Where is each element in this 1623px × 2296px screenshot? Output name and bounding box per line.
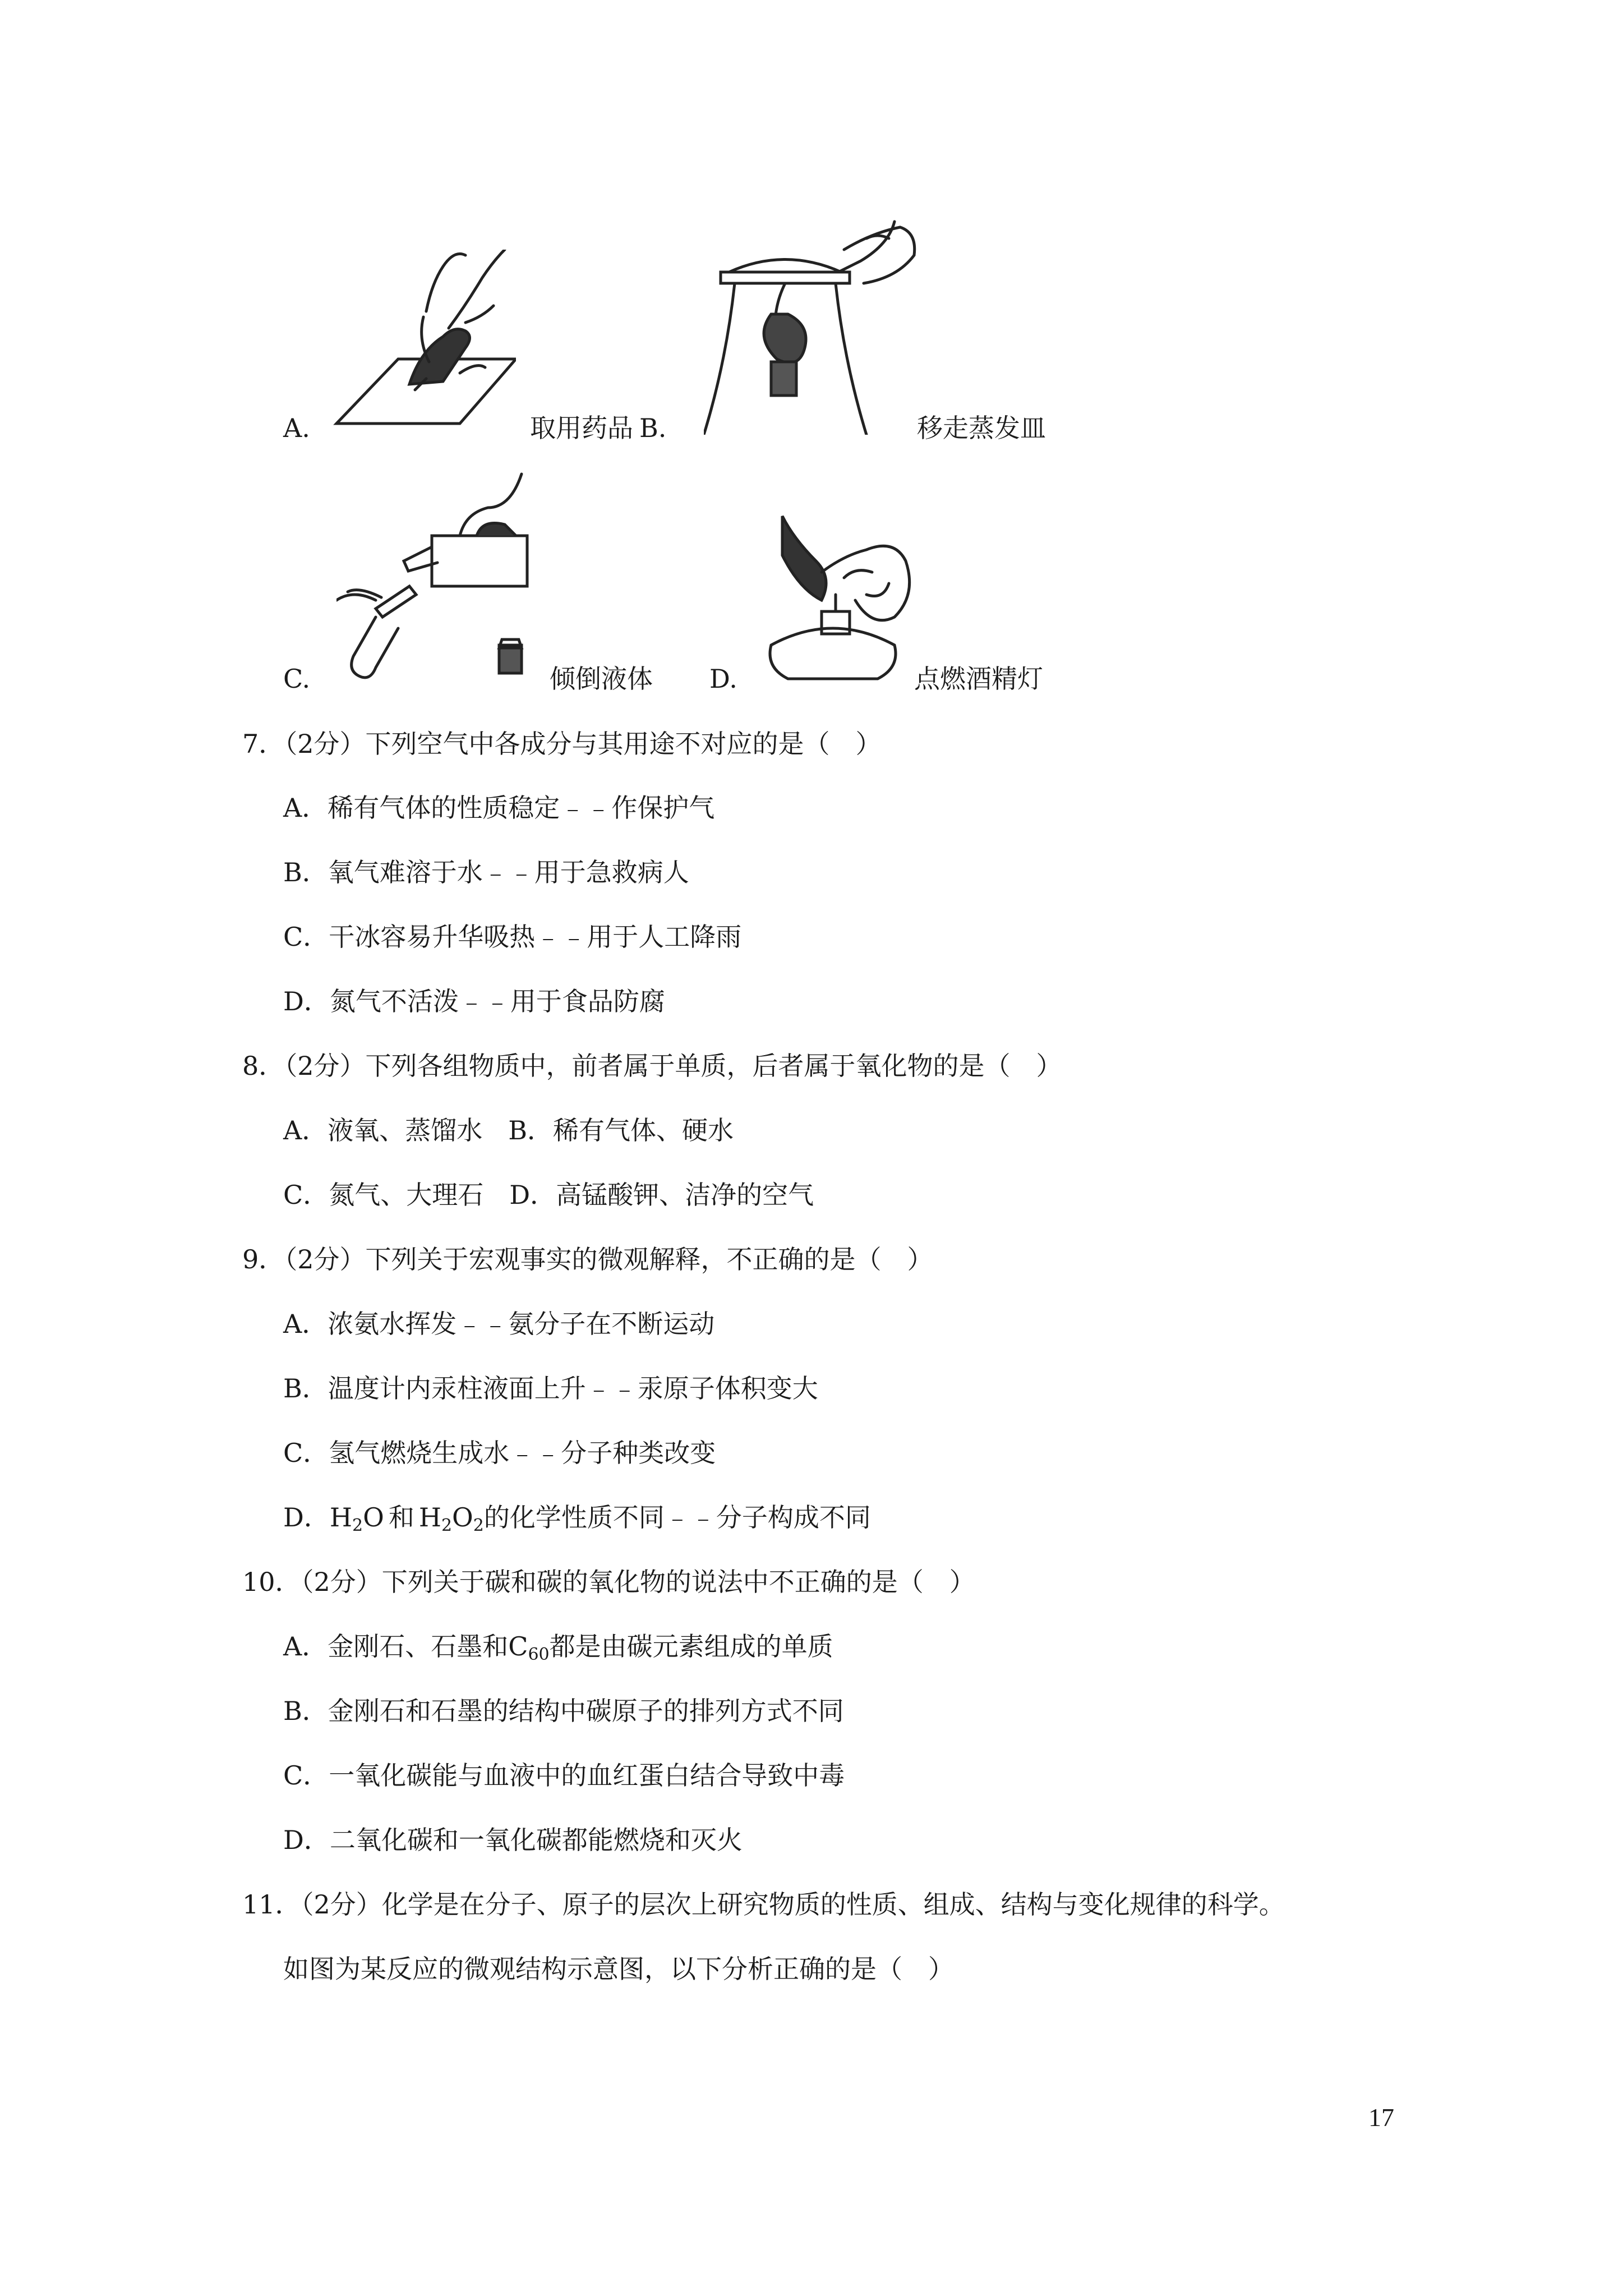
option-a-caption: 取用药品 xyxy=(530,413,633,443)
question-7-stem: 7．（2分）下列空气中各成分与其用途不对应的是（ ） xyxy=(242,729,882,759)
page-number: 17 xyxy=(1368,2103,1394,2132)
option-c-caption: 倾倒液体 xyxy=(550,664,653,694)
question-10-option-c: C．一氧化碳能与血液中的血红蛋白结合导致中毒 xyxy=(283,1760,845,1791)
question-10-stem: 10．（2分）下列关于碳和碳的氧化物的说法中不正确的是（ ） xyxy=(242,1567,975,1597)
question-9-stem: 9．（2分）下列关于宏观事实的微观解释，不正确的是（ ） xyxy=(242,1244,933,1274)
question-11-stem-continued: 如图为某反应的微观结构示意图，以下分析正确的是（ ） xyxy=(283,1954,954,1984)
question-7-option-a: A．稀有气体的性质稳定﹣﹣作保护气 xyxy=(283,793,715,823)
question-8-options-ab: A．液氧、蒸馏水 B．稀有气体、硬水 xyxy=(283,1115,734,1145)
question-9-option-c: C．氢气燃烧生成水﹣﹣分子种类改变 xyxy=(283,1438,716,1468)
option-b-caption: 移走蒸发皿 xyxy=(917,413,1046,443)
option-d-caption: 点燃酒精灯 xyxy=(914,664,1043,694)
question-10-option-a: A．金刚石、石墨和$C_{60}$都是由碳元素组成的单质 xyxy=(283,1631,833,1664)
question-8-stem: 8．（2分）下列各组物质中，前者属于单质，后者属于氧化物的是（ ） xyxy=(242,1051,1062,1081)
option-b-letter: B. xyxy=(639,413,667,443)
question-11-stem: 11．（2分）化学是在分子、原子的层次上研究物质的性质、组成、结构与变化规律的科学。 xyxy=(242,1889,1285,1920)
question-9-option-b: B．温度计内汞柱液面上升﹣﹣汞原子体积变大 xyxy=(283,1373,818,1404)
question-7-option-d: D．氮气不活泼﹣﹣用于食品防腐 xyxy=(283,986,665,1016)
question-10-option-b: B．金刚石和石墨的结构中碳原子的排列方式不同 xyxy=(283,1696,844,1726)
question-9-option-a: A．浓氨水挥发﹣﹣氨分子在不断运动 xyxy=(283,1309,715,1339)
question-7-option-b: B．氧气难溶于水﹣﹣用于急救病人 xyxy=(283,857,689,887)
hand-evaporating-dish-tripod-icon xyxy=(704,216,920,435)
question-9-option-d: D．$H_2O$ 和 $H_2O_2$的化学性质不同﹣﹣分子构成不同 xyxy=(283,1502,871,1535)
option-d-letter: D. xyxy=(709,664,737,694)
question-10-option-d: D．二氧化碳和一氧化碳都能燃烧和灭火 xyxy=(283,1825,743,1855)
option-c-letter: C. xyxy=(283,664,311,694)
alcohol-lamp-lighting-icon xyxy=(754,505,917,687)
question-7-option-c: C．干冰容易升华吸热﹣﹣用于人工降雨 xyxy=(283,922,742,952)
pouring-bottle-testtube-icon xyxy=(336,468,536,684)
hand-spatula-paper-icon xyxy=(331,250,516,435)
option-a-letter: A. xyxy=(283,413,310,443)
question-8-options-cd: C．氮气、大理石 D．高锰酸钾、洁净的空气 xyxy=(283,1180,814,1210)
